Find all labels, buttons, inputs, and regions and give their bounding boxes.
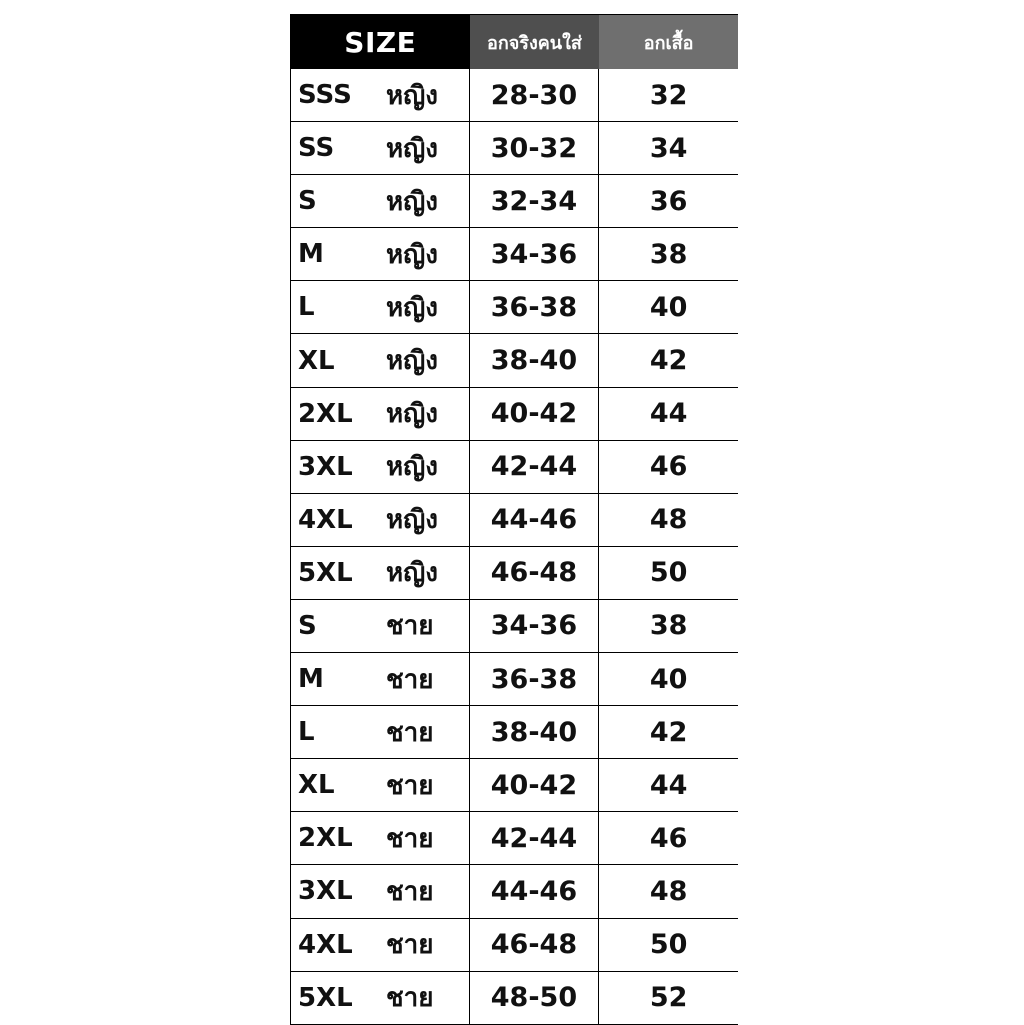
size-code: 5XL	[298, 982, 353, 1013]
table-row	[291, 759, 738, 812]
shirt-chest-cell: 48	[649, 875, 688, 907]
shirt-chest-cell: 52	[649, 982, 688, 1014]
shirt-chest-cell: 40	[649, 291, 688, 323]
actual-chest-cell: 42-44	[470, 812, 600, 864]
shirt-chest-cell: 38	[649, 238, 688, 270]
gender-label: หญิง	[386, 558, 438, 589]
table-row	[291, 388, 738, 441]
actual-chest-cell: 46-48	[470, 919, 600, 971]
gender-label: หญิง	[386, 80, 438, 111]
size-chart	[290, 14, 738, 1024]
size-cell	[291, 547, 470, 599]
size-chart-rows	[290, 69, 738, 1025]
table-row	[291, 494, 738, 547]
header-shirt-chest: อกเสื้อ	[599, 15, 738, 69]
shirt-chest-cell: 38	[649, 610, 688, 642]
gender-label: หญิง	[386, 399, 438, 430]
size-cell	[291, 441, 470, 493]
size-cell	[291, 600, 470, 652]
size-cell	[291, 919, 470, 971]
table-row	[291, 69, 738, 122]
shirt-chest-cell: 32	[649, 79, 688, 111]
shirt-chest-cell: 40	[649, 663, 688, 695]
gender-label: ชาย	[386, 876, 434, 907]
actual-chest-cell: 40-42	[470, 388, 600, 440]
size-cell	[291, 334, 470, 386]
table-row	[291, 812, 738, 865]
actual-chest-cell: 36-38	[470, 281, 600, 333]
size-code: S	[298, 610, 317, 641]
gender-label: ชาย	[386, 717, 434, 748]
gender-label: หญิง	[386, 186, 438, 217]
header-size: SIZE	[291, 15, 470, 69]
size-code: XL	[298, 770, 335, 801]
size-code: 4XL	[298, 929, 353, 960]
shirt-chest-cell: 44	[649, 769, 688, 801]
size-code: XL	[298, 345, 335, 376]
shirt-chest-cell: 48	[649, 504, 688, 536]
actual-chest-cell: 38-40	[470, 706, 600, 758]
size-code: M	[298, 239, 324, 270]
shirt-chest-cell: 36	[649, 185, 688, 217]
gender-label: ชาย	[386, 664, 434, 695]
shirt-chest-cell: 42	[649, 716, 688, 748]
size-cell	[291, 281, 470, 333]
size-code: SS	[298, 133, 335, 164]
shirt-chest-cell: 50	[649, 557, 688, 589]
gender-label: หญิง	[386, 505, 438, 536]
size-chart-header	[290, 14, 738, 69]
actual-chest-cell: 34-36	[470, 600, 600, 652]
size-cell	[291, 494, 470, 546]
table-row	[291, 653, 738, 706]
actual-chest-cell: 34-36	[470, 228, 600, 280]
table-row	[291, 972, 738, 1025]
actual-chest-cell: 36-38	[470, 653, 600, 705]
shirt-chest-cell: 34	[649, 132, 688, 164]
size-code: L	[298, 717, 315, 748]
table-row	[291, 706, 738, 759]
actual-chest-cell: 40-42	[470, 759, 600, 811]
table-row	[291, 122, 738, 175]
size-code: 4XL	[298, 504, 353, 535]
actual-chest-cell: 32-34	[470, 175, 600, 227]
table-row	[291, 281, 738, 334]
size-code: 5XL	[298, 557, 353, 588]
size-code: L	[298, 292, 315, 323]
table-row	[291, 547, 738, 600]
size-cell	[291, 759, 470, 811]
actual-chest-cell: 44-46	[470, 494, 600, 546]
shirt-chest-cell: 44	[649, 398, 688, 430]
actual-chest-cell: 28-30	[470, 69, 600, 121]
actual-chest-cell: 46-48	[470, 547, 600, 599]
size-cell	[291, 69, 470, 121]
size-code: 3XL	[298, 451, 353, 482]
size-code: 2XL	[298, 398, 353, 429]
shirt-chest-cell: 46	[649, 451, 688, 483]
table-row	[291, 600, 738, 653]
size-code: M	[298, 664, 324, 695]
table-row	[291, 175, 738, 228]
gender-label: ชาย	[386, 930, 434, 961]
size-cell	[291, 122, 470, 174]
actual-chest-cell: 30-32	[470, 122, 600, 174]
size-cell	[291, 972, 470, 1024]
size-code: 2XL	[298, 823, 353, 854]
size-cell	[291, 706, 470, 758]
actual-chest-cell: 42-44	[470, 441, 600, 493]
size-cell	[291, 228, 470, 280]
size-cell	[291, 388, 470, 440]
header-actual-chest: อกจริงคนใส่	[470, 15, 600, 69]
gender-label: หญิง	[386, 292, 438, 323]
table-row	[291, 441, 738, 494]
actual-chest-cell: 44-46	[470, 865, 600, 917]
gender-label: ชาย	[386, 611, 434, 642]
shirt-chest-cell: 46	[649, 822, 688, 854]
table-row	[291, 228, 738, 281]
gender-label: ชาย	[386, 983, 434, 1014]
size-code: SSS	[298, 80, 352, 111]
gender-label: หญิง	[386, 239, 438, 270]
table-row	[291, 919, 738, 972]
size-cell	[291, 865, 470, 917]
gender-label: ชาย	[386, 823, 434, 854]
table-row	[291, 865, 738, 918]
gender-label: ชาย	[386, 770, 434, 801]
table-row	[291, 334, 738, 387]
actual-chest-cell: 38-40	[470, 334, 600, 386]
size-cell	[291, 812, 470, 864]
gender-label: หญิง	[386, 452, 438, 483]
gender-label: หญิง	[386, 346, 438, 377]
shirt-chest-cell: 42	[649, 345, 688, 377]
size-code: S	[298, 186, 317, 217]
size-cell	[291, 175, 470, 227]
shirt-chest-cell: 50	[649, 929, 688, 961]
gender-label: หญิง	[386, 133, 438, 164]
size-code: 3XL	[298, 876, 353, 907]
actual-chest-cell: 48-50	[470, 972, 600, 1024]
size-cell	[291, 653, 470, 705]
